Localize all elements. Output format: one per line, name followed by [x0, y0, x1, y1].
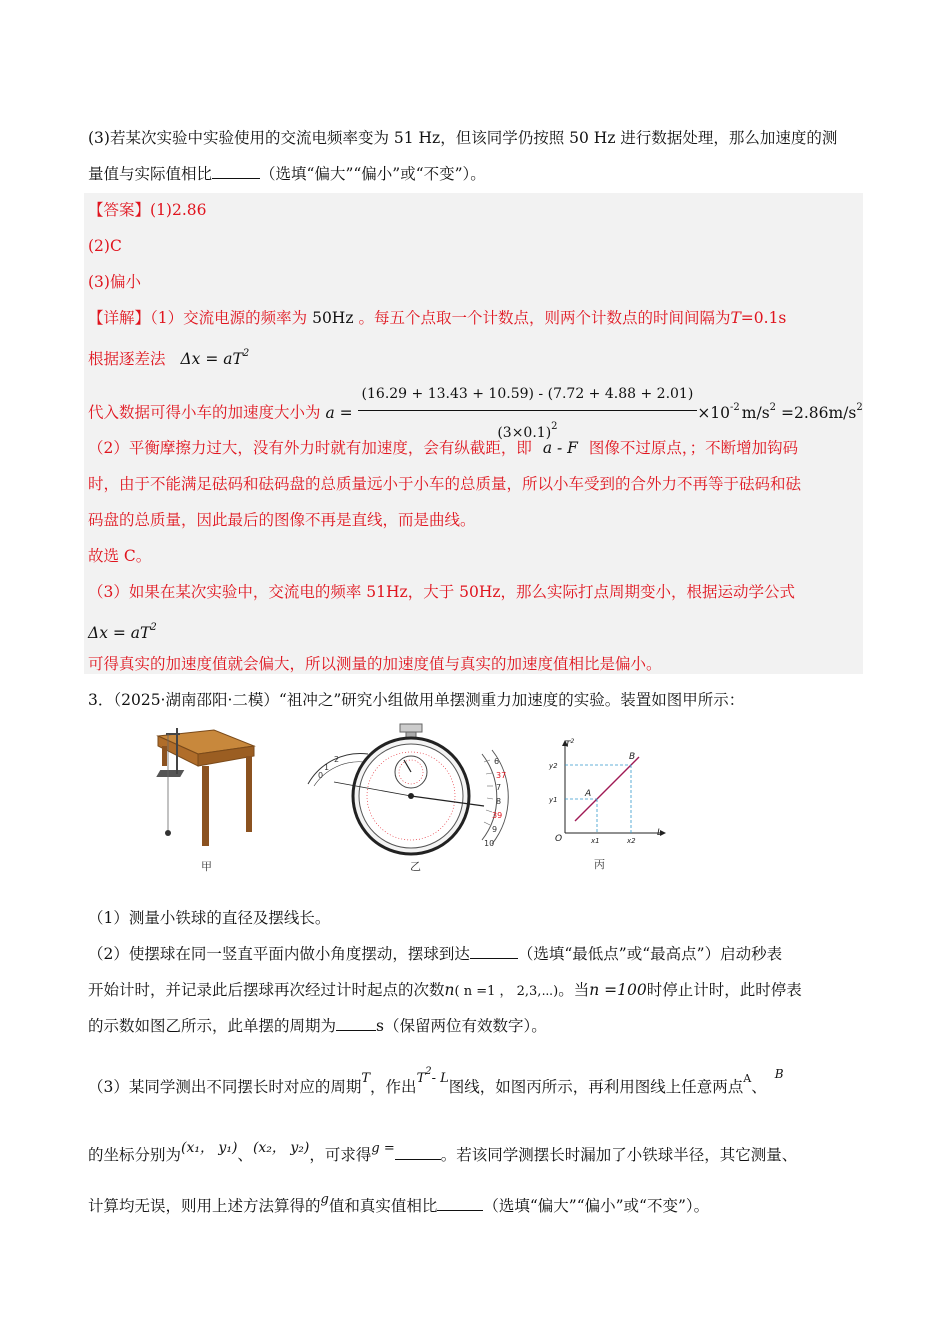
graph-point-A: A: [585, 789, 592, 799]
detail-line-2: [88, 344, 249, 369]
detail-text: 图像不过原点，；不断增加钩码: [588, 439, 799, 457]
answer-1: (1)2.86: [150, 201, 207, 219]
graph-x2: x2: [627, 837, 636, 845]
q3-step3-line2: 的坐标分别为(x₁， y₁)、(x₂， y₂)，可求得$^{g =}$ 。若该同学测摆长时漏加了小铁球半径，其它测量、: [88, 1140, 798, 1164]
answer-blank[interactable]: [437, 1196, 483, 1211]
graph-y2: y2: [549, 762, 558, 770]
period-symbol: T: [730, 309, 741, 327]
formula-dx: $\Delta x = aT^2$: [180, 348, 250, 368]
detail-text: 。每五个点取一个计数点，则两个计数点的时间间隔为: [358, 309, 731, 327]
graph-y1: y1: [549, 796, 558, 804]
q3-step2-line3: 的示数如图乙所示，此单摆的周期为 s（保留两位有效数字）。: [88, 1017, 547, 1035]
detail-text: （1）交流电源的频率为: [150, 309, 308, 327]
caption-bing: 丙: [594, 858, 605, 871]
graph-y-label: T: [565, 740, 571, 750]
caption-jia: 甲: [201, 860, 212, 873]
q3-step1: （1）测量小铁球的直径及摆线长。: [88, 909, 331, 927]
coord-1: (x₁， y₁): [181, 1140, 238, 1156]
question-part3-line2: [88, 164, 486, 184]
answer-blank[interactable]: [395, 1145, 441, 1160]
answer-3: (3)偏小: [88, 273, 141, 291]
question-part3-line1: (3)若某次实验中实验使用的交流电频率变为 51 Hz，但该同学仍按照 50 Hz 进行数据处理，那么加速度的测: [88, 129, 838, 147]
detail-line-5: 时，由于不能满足砝码和砝码盘的总质量远小于小车的总质量，所以小车受到的合外力不再等于砝码和砝: [88, 475, 802, 493]
svg-text:2: 2: [334, 755, 340, 764]
answer-blank[interactable]: [470, 944, 518, 959]
graph-point-B: B: [629, 752, 636, 762]
answer-label: 【答案】: [88, 201, 151, 219]
svg-text:8: 8: [496, 797, 502, 806]
answer-line-1: [88, 200, 206, 220]
answer-2: (2)C: [88, 237, 122, 255]
q3-step2-line1: （2）使摆球在同一竖直平面内做小角度摆动，摆球到达 （选填“最低点”或“最高点”）启动秒表: [88, 945, 783, 963]
svg-text:T2: $T^2$: [565, 738, 575, 750]
period-value: =0.1s: [740, 309, 787, 327]
q3-step3-line3: 计算均无误，则用上述方法算得的$^g$值和真实值相比 （选填“偏大”“偏小”或“不变”）。: [88, 1192, 710, 1215]
figure-T2-L-graph: [545, 735, 675, 845]
coord-2: (x₂， y₂): [252, 1140, 310, 1156]
detail-line-6: 码盘的总质量，因此最后的图像不再是直线，而是曲线。: [88, 511, 476, 529]
detail-text: 代入数据可得小车的加速度大小为: [88, 403, 321, 422]
svg-text:0: 0: [318, 771, 324, 780]
figure-stopwatch: [304, 722, 526, 856]
q3-step3-line1: （3）某同学测出不同摆长时对应的周期$^T$，作出$^{T^2- L}$图线，如图丙所示，再利用图线上任意两点$^A$、$^B$: [88, 1066, 784, 1096]
question3-intro: 3．（2025·湖南邵阳·二模）“祖冲之”研究小组做用单摆测重力加速度的实验。装置如图甲所示：: [88, 691, 745, 709]
svg-text:39: 39: [492, 811, 503, 820]
graph-x1: x1: [591, 837, 600, 845]
detail-text: （2）平衡摩擦力过大，没有外力时就有加速度，会有纵截距，即: [88, 439, 532, 457]
formula-dx-2: $\Delta x = aT^2$: [88, 622, 157, 642]
detail-line-7: 故选 C。: [88, 547, 152, 565]
n-range: ( n =1 ， 2,3,⋯): [454, 984, 559, 999]
question-text: （选填“偏大”“偏小”或“不变”）。: [260, 165, 486, 183]
graph-x-label: L: [657, 828, 663, 838]
detail-text: 根据逐差法: [88, 350, 166, 368]
detail-line-1: [88, 308, 786, 328]
detail-label: 【详解】: [88, 309, 151, 327]
answer-blank[interactable]: [212, 164, 260, 179]
figure-pendulum-apparatus: [150, 722, 260, 852]
detail-line-9: [88, 618, 157, 643]
graph-origin: O: [555, 834, 563, 844]
svg-text:9: 9: [492, 825, 498, 834]
svg-text:7: 7: [496, 783, 502, 792]
svg-text:10: 10: [484, 839, 495, 848]
a-F-graph: a - F: [542, 439, 578, 457]
detail-line-4: [88, 438, 798, 458]
svg-text:1: 1: [324, 763, 330, 772]
question-text: 量值与实际值相比: [88, 165, 213, 183]
q3-step2-line2: 开始计时，并记录此后摆球再次经过计时起点的次数n( n =1 ， 2,3,⋯)。当n =100时停止计时，此时停表: [88, 981, 802, 999]
formula-fraction: $\frac{(16.29 + 13.43 + 10.59) - (7.72 + 4.88 + 2.01)}{(3\times 0.1)^2}$: [358, 380, 698, 447]
acceleration-formula: a = $\frac{(16.29 + 13.43 + 10.59) - (7.72 + 4.88 + 2.01)}{(3\times 0.1)^2}$ $\times 10^{-2}$ $m/s^2 =2.86m/s^2$: [321, 404, 863, 422]
caption-yi: 乙: [410, 860, 421, 873]
detail-line-8: （3）如果在某次实验中，交流电的频率 51Hz，大于 50Hz，那么实际打点周期变小，根据运动学公式: [88, 583, 796, 601]
detail-line-10: 可得真实的加速度值就会偏大，所以测量的加速度值与真实的加速度值相比是偏小。: [88, 655, 662, 673]
detail-line-3: [88, 380, 863, 447]
n-100: n =100: [589, 981, 647, 999]
svg-text:37: 37: [496, 771, 507, 780]
frequency-value: 50Hz: [312, 309, 354, 327]
answer-blank[interactable]: [336, 1016, 376, 1031]
svg-text:6: 6: [494, 757, 500, 766]
